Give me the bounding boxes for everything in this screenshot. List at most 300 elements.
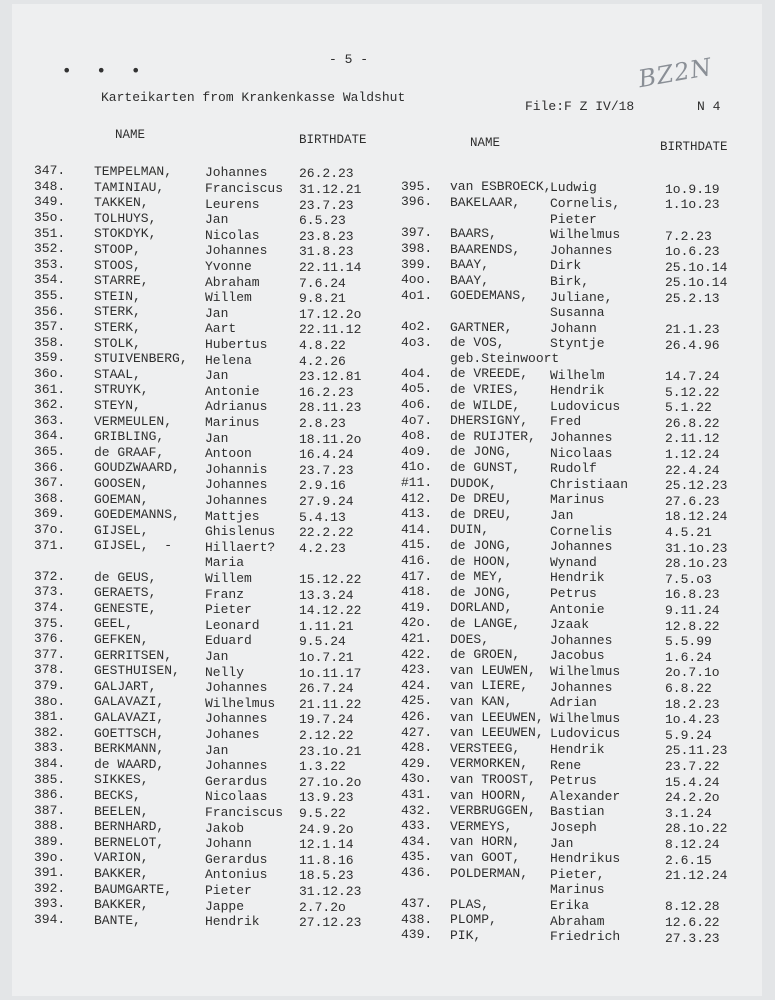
left-entry-given: Pieter [205, 602, 252, 618]
right-entry-num: 439. [401, 927, 433, 943]
left-entry-num: 361. [34, 381, 66, 397]
left-entry-birth: 16.2.23 [299, 384, 354, 400]
handwritten-stamp: BZ2N [636, 52, 715, 94]
left-entry-birth: 31.12.21 [299, 182, 362, 198]
left-entry-num: 356. [34, 303, 66, 319]
right-entry-birth: 25.11.23 [665, 743, 728, 759]
left-entry-surname: VERMEULEN, [94, 413, 173, 429]
right-entry-birth: 2o.7.1o [665, 665, 720, 681]
right-entry-surname: de JONG, [450, 584, 513, 600]
left-entry-birth: 2.9.16 [299, 478, 346, 494]
right-entry-num: 418. [401, 584, 433, 600]
left-entry-given: Franciscus [205, 804, 284, 820]
left-entry-num: 387. [34, 802, 66, 818]
left-entry-birth: 1o.11.17 [299, 665, 362, 681]
left-entry-surname: GOEMAN, [94, 491, 149, 507]
left-entry-birth: 1.3.22 [299, 759, 346, 775]
right-entry-surname: BAAY, [450, 272, 490, 288]
left-entry-num: 38o. [34, 693, 66, 709]
left-entry-surname: de GRAAF, [94, 444, 165, 460]
right-entry-surname: van HOORN, [450, 787, 529, 803]
right-entry-num: 422. [401, 646, 433, 662]
left-entry-num: 377. [34, 646, 66, 662]
left-entry-surname: GALJART, [94, 678, 157, 694]
left-entry-given: Franz [205, 586, 245, 602]
left-entry-given: Jan [205, 368, 229, 384]
right-entry-given: Styntje [550, 336, 605, 352]
right-entry-surname: de VOS, [450, 335, 505, 351]
left-entry-given: Johannes [205, 165, 268, 181]
left-entry-surname: GERAETS, [94, 585, 157, 601]
right-entry-given: Marinus [550, 882, 605, 898]
right-entry-num: 412. [401, 490, 433, 506]
right-entry-num: 431. [401, 787, 433, 803]
right-entry-surname: de HOON, [450, 553, 513, 569]
left-entry-given: Jan [205, 212, 229, 228]
left-entry-birth: 22.11.14 [299, 260, 362, 276]
left-entry-surname: TAKKEN, [94, 195, 149, 211]
left-entry-surname: BERNELOT, [94, 834, 165, 850]
right-entry-given: Fred [550, 414, 582, 430]
left-entry-num: 37o. [34, 522, 66, 538]
left-entry-num: 364. [34, 428, 66, 444]
left-entry-birth: 1o.7.21 [299, 650, 354, 666]
left-entry-given: Jan [205, 648, 229, 664]
right-entry-birth: 8.12.28 [665, 899, 720, 915]
left-entry-given: Abraham [205, 274, 260, 290]
right-entry-num: 396. [401, 194, 433, 210]
right-entry-num: 415. [401, 537, 433, 553]
right-entry-surname: DHERSIGNY, [450, 413, 529, 429]
left-entry-birth: 31.8.23 [299, 244, 354, 260]
right-entry-surname: VERSTEEG, [450, 740, 521, 756]
left-entry-surname: STEIN, [94, 288, 141, 304]
left-entry-birth: 4.2.26 [299, 353, 346, 369]
right-entry-num: 397. [401, 225, 433, 241]
right-entry-given: Wilhelmus [550, 664, 621, 680]
right-entry-birth: 1o.9.19 [665, 181, 720, 197]
left-entry-birth: 4.2.23 [299, 540, 346, 556]
left-entry-num: 367. [34, 475, 66, 491]
right-entry-birth: 16.8.23 [665, 587, 720, 603]
left-entry-surname: BEELEN, [94, 803, 149, 819]
left-entry-birth: 9.5.24 [299, 634, 346, 650]
left-entry-num: 368. [34, 490, 66, 506]
sheet-number: N 4 [697, 99, 721, 114]
right-entry-birth: 31.1o.23 [665, 540, 728, 556]
right-entry-birth: 21.12.24 [665, 868, 728, 884]
left-entry-surname: GOEDEMANNS, [94, 507, 180, 523]
left-entry-num: 366. [34, 459, 66, 475]
left-entry-surname: TEMPELMAN, [94, 163, 173, 179]
left-entry-birth: 4.8.22 [299, 338, 346, 354]
right-entry-num: 41o. [401, 459, 433, 475]
left-entry-given: Johannes [205, 492, 268, 508]
left-entry-given: Antonius [205, 867, 268, 883]
right-entry-num: #11. [401, 475, 433, 491]
right-entry-given: Wilhelm [550, 367, 605, 383]
right-entry-birth: 15.4.24 [665, 774, 720, 790]
left-entry-num: 378. [34, 662, 66, 678]
left-entry-birth: 26.7.24 [299, 681, 354, 697]
right-entry-num: 4o7. [401, 412, 433, 428]
left-entry-given: Willem [205, 570, 252, 586]
column-header-name-left: NAME [115, 128, 146, 142]
left-entry-given: Johann [205, 836, 252, 852]
left-entry-given: Leurens [205, 196, 260, 212]
right-entry-birth: 23.7.22 [665, 759, 720, 775]
left-entry-surname: GALAVAZI, [94, 694, 165, 710]
right-entry-surname: BAARS, [450, 226, 497, 242]
right-entry-num: 4o4. [401, 365, 433, 381]
left-entry-surname: BANTE, [94, 912, 141, 928]
left-entry-given: Willem [205, 290, 252, 306]
right-entry-num: 395. [401, 178, 433, 194]
right-entry-birth: 5.1.22 [665, 400, 712, 416]
left-entry-num: 393. [34, 896, 66, 912]
right-entry-given: Johannes [550, 539, 613, 555]
left-entry-given: Antonie [205, 383, 260, 399]
right-entry-given: Juliane, [550, 289, 613, 305]
right-entry-surname: de MEY, [450, 569, 505, 585]
right-entry-birth: 25.2.13 [665, 291, 720, 307]
left-entry-num: 39o. [34, 849, 66, 865]
right-entry-given: Jan [550, 835, 574, 851]
left-entry-given: Johannes [205, 758, 268, 774]
left-entry-num: 384. [34, 756, 66, 772]
right-entry-surname: BAARENDS, [450, 241, 521, 257]
right-entry-given: Jzaak [550, 617, 590, 633]
left-entry-surname: STERK, [94, 304, 141, 320]
right-entry-birth: 5.9.24 [665, 727, 712, 743]
right-entry-birth: 9.11.24 [665, 603, 720, 619]
right-entry-birth: 5.12.22 [665, 384, 720, 400]
right-entry-surname: VERBRUGGEN, [450, 803, 536, 819]
left-entry-num: 389. [34, 834, 66, 850]
left-entry-given: Hillaert? [205, 539, 276, 555]
right-entry-birth: 26.4.96 [665, 337, 720, 353]
right-entry-given: Alexander [550, 788, 621, 804]
left-entry-given: Hendrik [205, 914, 260, 930]
right-entry-surname: de LANGE, [450, 616, 521, 632]
left-entry-birth: 2.12.22 [299, 728, 354, 744]
right-entry-given: Abraham [550, 913, 605, 929]
left-entry-given: Antoon [205, 446, 252, 462]
left-entry-surname: de GEUS, [94, 569, 157, 585]
right-entry-num: 427. [401, 724, 433, 740]
right-entry-num: 413. [401, 506, 433, 522]
right-entry-given: Rudolf [550, 461, 597, 477]
left-entry-surname: STOKDYK, [94, 226, 157, 242]
left-entry-given: Jan [205, 742, 229, 758]
left-entry-surname: VARION, [94, 850, 149, 866]
right-entry-given: Wilhelmus [550, 710, 621, 726]
left-entry-num: 379. [34, 678, 66, 694]
right-entry-num: 4o1. [401, 287, 433, 303]
left-entry-given: Johannes [205, 243, 268, 259]
left-entry-surname: SIKKES, [94, 772, 149, 788]
right-entry-num: 423. [401, 662, 433, 678]
left-entry-num: 385. [34, 771, 66, 787]
right-entry-num: 435. [401, 849, 433, 865]
right-entry-birth: 6.8.22 [665, 681, 712, 697]
left-entry-num: 355. [34, 288, 66, 304]
right-entry-surname: van LIERE, [450, 678, 529, 694]
right-entry-birth: 1o.6.23 [665, 244, 720, 260]
left-entry-birth: 21.11.22 [299, 696, 362, 712]
left-entry-birth: 22.11.12 [299, 322, 362, 338]
left-entry-birth: 31.12.23 [299, 884, 362, 900]
right-entry-birth: 5.5.99 [665, 634, 712, 650]
right-entry-surname: de VRIES, [450, 382, 521, 398]
right-entry-surname: van ESBROECK, [450, 179, 552, 195]
left-entry-birth: 17.12.2o [299, 306, 362, 322]
left-entry-birth: 27.12.23 [299, 915, 362, 931]
left-entry-given: Gerardus [205, 773, 268, 789]
right-entry-given: Ludovicus [550, 726, 621, 742]
left-entry-surname: BERKMANN, [94, 741, 165, 757]
right-entry-num: 436. [401, 865, 433, 881]
right-entry-surname: BAKELAAR, [450, 194, 521, 210]
punch-dots: • • • [62, 61, 151, 80]
right-entry-num: 421. [401, 631, 433, 647]
left-entry-given: Helena [205, 352, 252, 368]
right-entry-surname: de WILDE, [450, 397, 521, 413]
right-entry-given: Wilhelmus [550, 227, 621, 243]
left-entry-num: 375. [34, 615, 66, 631]
right-entry-given: Joseph [550, 820, 597, 836]
right-entry-surname: VERMORKEN, [450, 756, 529, 772]
left-entry-given: Jan [205, 305, 229, 321]
page-number: - 5 - [329, 52, 369, 67]
document-title: Karteikarten from Krankenkasse Waldshut [101, 90, 406, 105]
right-entry-birth: 14.7.24 [665, 369, 720, 385]
left-entry-surname: TAMINIAU, [94, 179, 165, 195]
right-entry-birth: 1.1o.23 [665, 197, 720, 213]
left-entry-birth: 19.7.24 [299, 712, 354, 728]
left-entry-surname: STAAL, [94, 366, 141, 382]
left-entry-birth: 23.7.23 [299, 462, 354, 478]
column-header-name-right: NAME [470, 136, 501, 150]
right-entry-given: Nicolaas [550, 445, 613, 461]
right-entry-given: Jan [550, 508, 574, 524]
left-entry-birth: 13.3.24 [299, 587, 354, 603]
left-entry-birth: 12.1.14 [299, 837, 354, 853]
right-entry-given: Erika [550, 898, 590, 914]
left-entry-surname: STOOS, [94, 257, 141, 273]
right-entry-num: 425. [401, 693, 433, 709]
right-entry-given: Pieter [550, 211, 597, 227]
left-entry-num: 371. [34, 537, 66, 553]
left-entry-surname: GOUDZWAARD, [94, 460, 180, 476]
left-entry-num: 383. [34, 740, 66, 756]
left-entry-birth: 1.11.21 [299, 618, 354, 634]
left-entry-num: 349. [34, 194, 66, 210]
right-entry-num: 417. [401, 568, 433, 584]
left-entry-num: 374. [34, 600, 66, 616]
right-entry-surname: GOEDEMANS, [450, 288, 529, 304]
right-entry-birth: 25.1o.14 [665, 259, 728, 275]
left-entry-surname: GALAVAZI, [94, 709, 165, 725]
right-entry-birth: 27.3.23 [665, 930, 720, 946]
left-entry-birth: 28.11.23 [299, 400, 362, 416]
right-entry-given: Christiaan [550, 476, 629, 492]
left-entry-surname: STOLK, [94, 335, 141, 351]
right-entry-given: Johannes [550, 430, 613, 446]
right-entry-birth: 24.2.2o [665, 790, 720, 806]
right-entry-birth: 25.1o.14 [665, 275, 728, 291]
right-entry-num: 429. [401, 755, 433, 771]
right-entry-num: 399. [401, 256, 433, 272]
right-entry-birth: 22.4.24 [665, 462, 720, 478]
right-entry-given: Jacobus [550, 648, 605, 664]
left-entry-given: Wilhelmus [205, 695, 276, 711]
right-entry-birth: 28.1o.22 [665, 821, 728, 837]
right-entry-birth: 26.8.22 [665, 415, 720, 431]
right-entry-given: Cornelis [550, 523, 613, 539]
right-entry-birth: 21.1.23 [665, 322, 720, 338]
right-entry-surname: DOES, [450, 631, 490, 647]
right-entry-num: 424. [401, 677, 433, 693]
left-entry-given: Johannes [205, 711, 268, 727]
left-entry-num: 363. [34, 412, 66, 428]
left-entry-surname: BERNHARD, [94, 819, 165, 835]
right-entry-surname: van GOOT, [450, 850, 521, 866]
left-entry-birth: 11.8.16 [299, 852, 354, 868]
left-entry-birth: 27.1o.2o [299, 774, 362, 790]
left-entry-surname: GEFKEN, [94, 631, 149, 647]
document-page [12, 4, 762, 996]
right-entry-birth: 3.1.24 [665, 805, 712, 821]
left-entry-birth: 24.9.2o [299, 821, 354, 837]
right-entry-num: 4oo. [401, 272, 433, 288]
right-entry-surname: van KAN, [450, 694, 513, 710]
left-entry-num: 348. [34, 178, 66, 194]
right-entry-birth: 7.5.o3 [665, 571, 712, 587]
right-entry-num: 432. [401, 802, 433, 818]
right-entry-surname: BAAY, [450, 257, 490, 273]
left-entry-num: 382. [34, 724, 66, 740]
right-entry-surname: geb.Steinwoort [450, 350, 560, 366]
left-entry-num: 347. [34, 163, 66, 179]
right-entry-birth: 12.8.22 [665, 618, 720, 634]
right-entry-surname: van LEEUWEN, [450, 709, 544, 725]
right-entry-surname: de DREU, [450, 506, 513, 522]
right-entry-given: Marinus [550, 492, 605, 508]
left-entry-surname: GOETTSCH, [94, 725, 165, 741]
left-entry-num: 369. [34, 506, 66, 522]
right-entry-num: 416. [401, 553, 433, 569]
right-entry-given: Hendrik [550, 742, 605, 758]
left-entry-num: 372. [34, 568, 66, 584]
left-entry-num: 394. [34, 912, 66, 928]
right-entry-surname: De DREU, [450, 491, 513, 507]
right-entry-surname: van LEEUWEN, [450, 725, 544, 741]
right-entry-given: Susanna [550, 305, 605, 321]
left-entry-num: 35o. [34, 210, 66, 226]
right-entry-given: Pieter, [550, 866, 605, 882]
right-entry-surname: de GROEN, [450, 647, 521, 663]
right-entry-num: 4o6. [401, 397, 433, 413]
right-entry-birth: 1.12.24 [665, 447, 720, 463]
left-entry-given: Nelly [205, 664, 245, 680]
left-entry-given: Gerardus [205, 851, 268, 867]
left-entry-birth: 18.11.2o [299, 431, 362, 447]
left-entry-surname: STRUYK, [94, 382, 149, 398]
right-entry-num: 414. [401, 521, 433, 537]
column-header-birthdate-right: BIRTHDATE [660, 140, 728, 154]
right-entry-num: 419. [401, 599, 433, 615]
left-entry-num: 365. [34, 444, 66, 460]
right-entry-num: 4o8. [401, 428, 433, 444]
right-entry-num: 434. [401, 833, 433, 849]
right-entry-given: Johannes [550, 242, 613, 258]
right-entry-birth: 12.6.22 [665, 915, 720, 931]
left-entry-surname: BECKS, [94, 787, 141, 803]
right-entry-birth: 4.5.21 [665, 525, 712, 541]
left-entry-birth: 13.9.23 [299, 790, 354, 806]
left-entry-given: Jan [205, 430, 229, 446]
right-entry-birth: 2.6.15 [665, 852, 712, 868]
right-entry-given: Johann [550, 320, 597, 336]
right-entry-given: Dirk [550, 258, 582, 274]
left-entry-num: 359. [34, 350, 66, 366]
right-entry-given: Hendrik [550, 383, 605, 399]
right-entry-surname: DUIN, [450, 522, 490, 538]
right-entry-surname: de RUIJTER, [450, 428, 536, 444]
right-entry-num: 4o9. [401, 443, 433, 459]
left-entry-num: 357. [34, 319, 66, 335]
left-entry-given: Adrianus [205, 399, 268, 415]
column-header-birthdate-left: BIRTHDATE [299, 133, 367, 147]
right-entry-given: Friedrich [550, 929, 621, 945]
right-entry-given: Hendrik [550, 570, 605, 586]
right-entry-birth: 28.1o.23 [665, 556, 728, 572]
right-entry-surname: van HORN, [450, 834, 521, 850]
left-entry-birth: 14.12.22 [299, 603, 362, 619]
left-entry-given: Jakob [205, 820, 245, 836]
right-entry-num: 438. [401, 911, 433, 927]
right-entry-birth: 25.12.23 [665, 478, 728, 494]
left-entry-surname: STUIVENBERG, [94, 351, 188, 367]
right-entry-num: 433. [401, 818, 433, 834]
right-entry-num: 4o2. [401, 319, 433, 335]
left-entry-surname: TOLHUYS, [94, 210, 157, 226]
left-entry-surname: BAUMGARTE, [94, 881, 173, 897]
left-entry-given: Johanes [205, 726, 260, 742]
left-entry-surname: GIJSEL, - [94, 538, 173, 554]
right-entry-num: 4o5. [401, 381, 433, 397]
left-entry-birth: 2.7.2o [299, 899, 346, 915]
right-entry-given: Cornelis, [550, 196, 621, 212]
left-entry-surname: STERK, [94, 319, 141, 335]
left-entry-num: 36o. [34, 366, 66, 382]
left-entry-given: Marinus [205, 414, 260, 430]
right-entry-num: 4o3. [401, 334, 433, 350]
left-entry-birth: 27.9.24 [299, 494, 354, 510]
right-entry-given: Petrus [550, 773, 597, 789]
left-entry-surname: GERRITSEN, [94, 647, 173, 663]
right-entry-num: 437. [401, 896, 433, 912]
right-entry-surname: van TROOST, [450, 772, 536, 788]
left-entry-surname: GRIBLING, [94, 429, 165, 445]
left-entry-given: Pieter [205, 882, 252, 898]
left-entry-birth: 23.7.23 [299, 197, 354, 213]
left-entry-surname: STOOP, [94, 241, 141, 257]
right-entry-num: 42o. [401, 615, 433, 631]
left-entry-birth: 16.4.24 [299, 447, 354, 463]
left-entry-surname: GESTHUISEN, [94, 663, 180, 679]
